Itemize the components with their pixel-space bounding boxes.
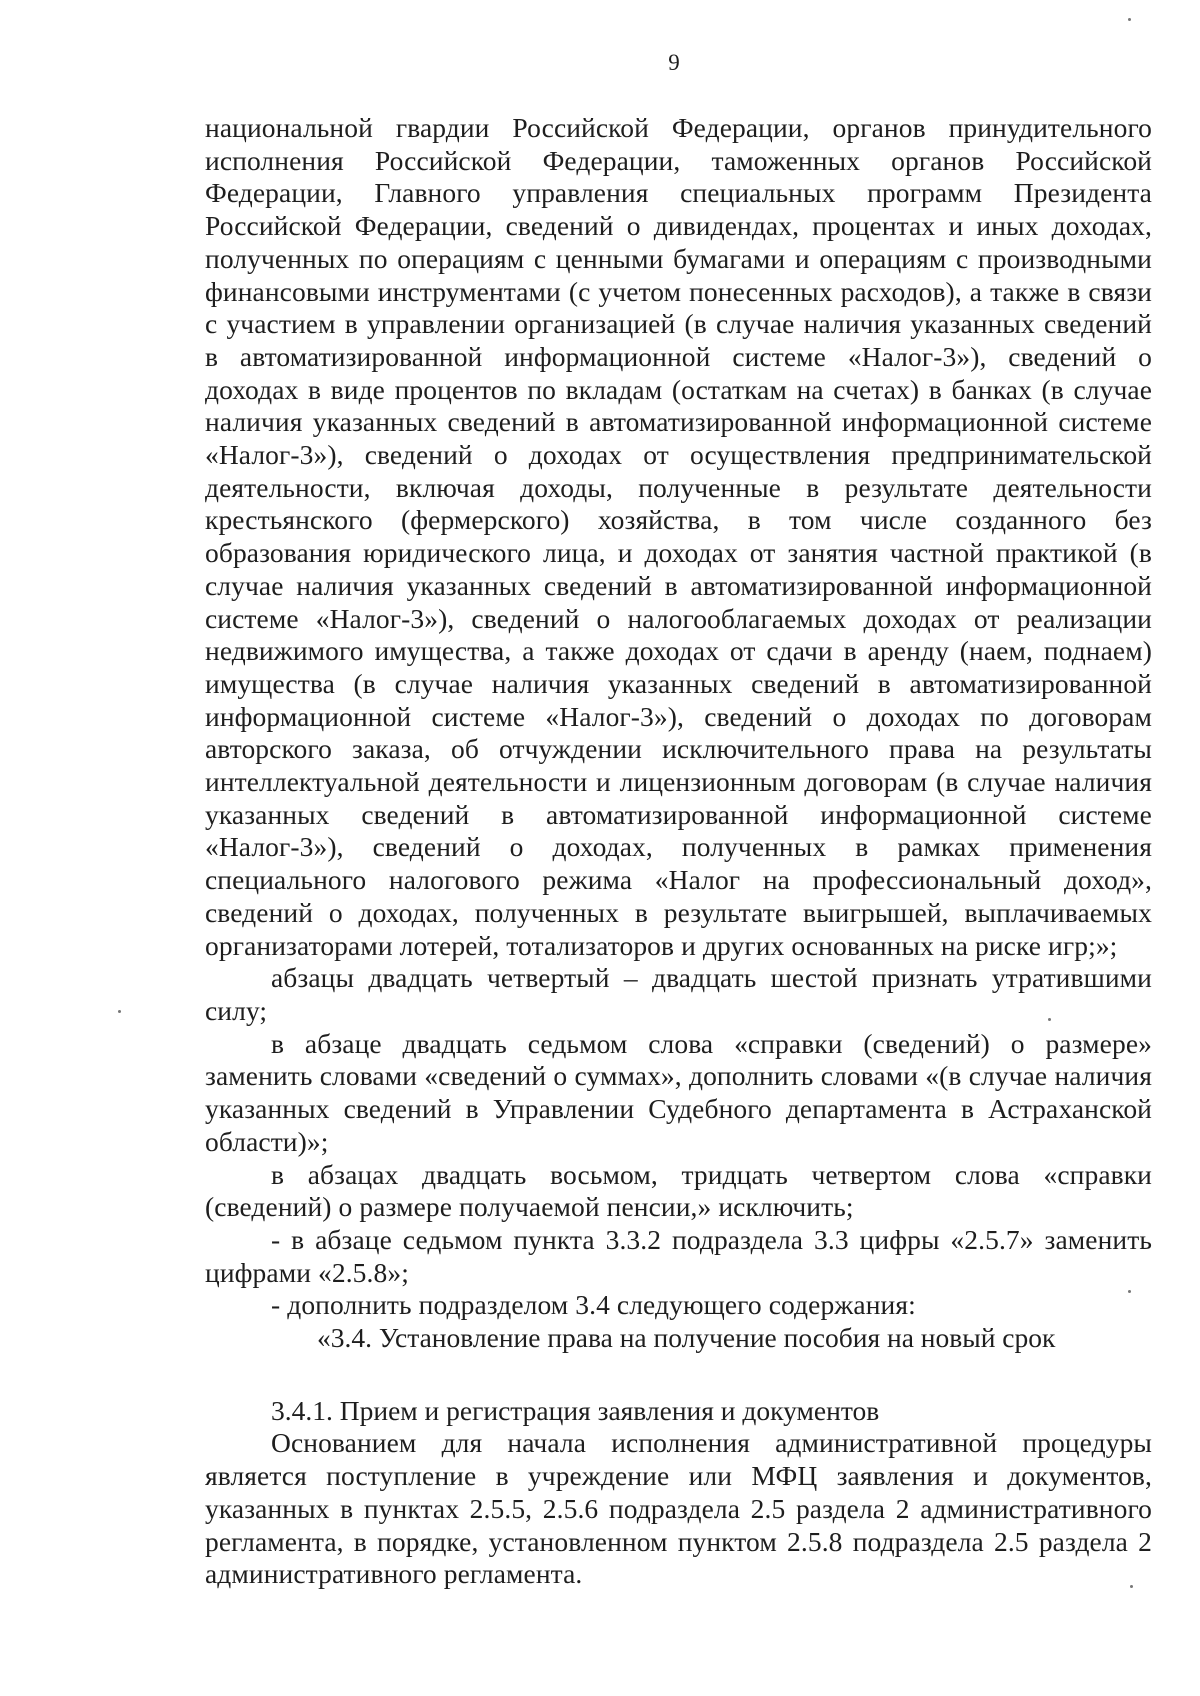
body-paragraph-abzatsy-24-26: абзацы двадцать четвертый – двадцать шестой признать утратившими силу; <box>205 962 1152 1026</box>
body-paragraph-final: Основанием для начала исполнения административной процедуры является поступление в учреждение или МФЦ заявления и документов, указанных в пунктах 2.5.5, 2.5.6 подраздела 2.5 раздела 2 административного регламента, в порядке, установленном пунктом 2.5.8 подраздела 2.5 раздела 2 административного регламента. <box>205 1427 1152 1590</box>
body-paragraph-punkt-3-3-2: - в абзаце седьмом пункта 3.3.2 подраздела 3.3 цифры «2.5.7» заменить цифрами «2.5.8»; <box>205 1223 1152 1288</box>
page-number: 9 <box>668 50 680 75</box>
body-paragraph-add-subsection: - дополнить подразделом 3.4 следующего содержания: <box>271 1289 916 1321</box>
scan-speck <box>1128 1290 1131 1293</box>
body-paragraph-abzatsy-28-34: в абзацах двадцать восьмом, тридцать четвертом слова «справки (сведений) о размере получаемой пенсии,» исключить; <box>205 1158 1152 1223</box>
body-paragraph-abzats-27: в абзаце двадцать седьмом слова «справки (сведений) о размере» заменить словами «сведений о суммах», дополнить словами «(в случае наличия указанных сведений в Управлении Судебного департамента в Астраханской области)»; <box>205 1027 1152 1157</box>
scan-speck <box>1130 1585 1133 1588</box>
scan-speck <box>1048 1018 1051 1021</box>
body-paragraph-continued: национальной гвардии Российской Федерации, органов принудительного исполнения Российской Федерации, таможенных органов Российской Федерации, Главного управления специальных программ Президента Российской Федерации, сведений о дивидендах, процентах и иных доходах, полученных по операциям с ценными бумагами и операциям с производными финансовыми инструментами (с учетом понесенных расходов), а также в связи с участием в управлении организацией (в случае наличия указанных сведений в автоматизированной информационной системе «Налог-3»), сведений о доходах в виде процентов по вкладам (остаткам на счетах) в банках (в случае наличия указанных сведений в автоматизированной информационной системе «Налог-3»), сведений о доходах от осуществления предпринимательской деятельности, включая доходы, полученные в результате деятельности крестьянского (фермерского) хозяйства, в том числе созданного без образования юридического лица, и доходах от занятия частной практикой (в случае наличия указанных сведений в автоматизированной информационной системе «Налог-3»), сведений о налогооблагаемых доходах от реализации недвижимого имущества, а также доходах от сдачи в аренду (наем, поднаем) имущества (в случае наличия указанных сведений в автоматизированной информационной системе «Налог-3»), сведений о доходах по договорам авторского заказа, об отчуждении исключительного права на результаты интеллектуальной деятельности и лицензионным договорам (в случае наличия указанных сведений в автоматизированной информационной системе «Налог-3»), сведений о доходах, полученных в рамках применения специального налогового режима «Налог на профессиональный доход», сведений о доходах, полученных в результате выигрышей, выплачиваемых организаторами лотерей, тотализаторов и других основанных на риске игр;»; <box>205 112 1152 961</box>
scan-speck <box>118 1010 121 1013</box>
document-body <box>205 112 1152 1591</box>
subsection-heading: 3.4.1. Прием и регистрация заявления и документов <box>271 1394 880 1426</box>
scan-speck <box>1128 18 1131 21</box>
section-heading: «3.4. Установление права на получение пособия на новый срок <box>317 1322 1056 1354</box>
